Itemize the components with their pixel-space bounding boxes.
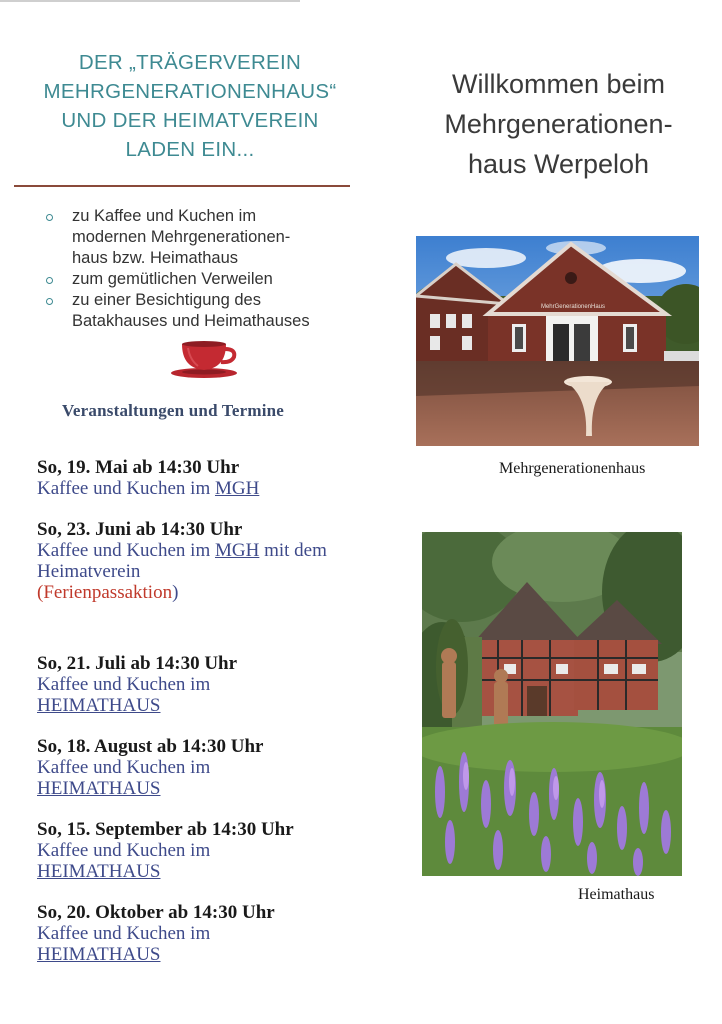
invitation-line-3: UND DER HEIMATVEREIN [61, 109, 319, 132]
invitation-heading [14, 48, 366, 164]
mgh-photo [416, 236, 699, 446]
invitation-line-4: LADEN EIN... [125, 138, 255, 161]
offer-item-line: modernen Mehrgenerationen- [72, 228, 291, 246]
welcome-line-1: Willkommen beim [451, 69, 666, 99]
event-item [37, 653, 382, 716]
event-description [37, 540, 382, 603]
offer-item-line: Batakhauses und Heimathauses [72, 312, 310, 330]
event-item [37, 819, 382, 882]
event-note: Ferienpassaktion [43, 582, 173, 603]
invitation-line-1: DER „TRÄGERVEREIN [78, 51, 302, 74]
event-date: So, 18. August ab 14:30 Uhr [37, 736, 264, 757]
event-description [37, 478, 382, 499]
heimathaus-photo [422, 532, 682, 876]
event-item [37, 736, 382, 799]
offer-item-line: haus bzw. Heimathaus [72, 249, 239, 267]
event-date: So, 20. Oktober ab 14:30 Uhr [37, 902, 275, 923]
event-desc-text: Kaffee und Kuchen im [37, 674, 211, 695]
coffee-cup-icon [168, 340, 240, 380]
offer-item-line: zu Kaffee und Kuchen im [72, 207, 257, 225]
offer-item-line: zu einer Besichtigung des [72, 291, 261, 309]
location-link[interactable]: HEIMATHAUS [37, 944, 161, 965]
circle-bullet-icon [46, 214, 53, 221]
event-date: So, 23. Juni ab 14:30 Uhr [37, 519, 243, 540]
event-desc-text: Kaffee und Kuchen im [37, 923, 211, 944]
location-link[interactable]: MGH [214, 478, 260, 499]
location-link[interactable]: HEIMATHAUS [37, 861, 161, 882]
offer-list [46, 206, 386, 332]
event-note-paren: ) [172, 582, 179, 603]
event-desc-text: mit dem Heimatverein [37, 540, 327, 582]
event-desc-text: Kaffee und Kuchen im [37, 540, 215, 561]
divider-line [14, 185, 350, 187]
event-date: So, 19. Mai ab 14:30 Uhr [37, 457, 240, 478]
event-note-paren: ( [37, 582, 44, 603]
right-column [395, 0, 722, 1024]
welcome-heading [395, 64, 722, 184]
event-desc-text: Kaffee und Kuchen im [37, 478, 215, 499]
event-date: So, 21. Juli ab 14:30 Uhr [37, 653, 238, 674]
location-link[interactable]: HEIMATHAUS [37, 695, 161, 716]
event-description [37, 840, 382, 882]
event-description [37, 674, 382, 716]
events-heading: Veranstaltungen und Termine [62, 401, 285, 420]
circle-bullet-icon [46, 298, 53, 305]
event-item [37, 457, 382, 499]
location-link[interactable]: MGH [214, 540, 260, 561]
event-desc-text: Kaffee und Kuchen im [37, 840, 211, 861]
offer-item-coffee [46, 206, 386, 269]
welcome-line-3: haus Werpeloh [467, 149, 650, 179]
heimathaus-caption: Heimathaus [578, 886, 655, 903]
offer-item-tour [46, 290, 386, 332]
event-description [37, 923, 382, 965]
event-description [37, 757, 382, 799]
mgh-caption: Mehrgenerationenhaus [499, 460, 646, 477]
event-date: So, 15. September ab 14:30 Uhr [37, 819, 294, 840]
event-item [37, 902, 382, 965]
offer-item-linger [46, 269, 386, 290]
offer-item-line: zum gemütlichen Verweilen [72, 270, 273, 288]
circle-bullet-icon [46, 277, 53, 284]
event-item [37, 519, 382, 603]
event-desc-text: Kaffee und Kuchen im [37, 757, 211, 778]
welcome-line-2: Mehrgenerationen- [444, 109, 673, 139]
building-sign: MehrGenerationenHaus [540, 304, 606, 310]
location-link[interactable]: HEIMATHAUS [37, 778, 161, 799]
invitation-line-2: MEHRGENERATIONENHAUS“ [43, 80, 337, 103]
